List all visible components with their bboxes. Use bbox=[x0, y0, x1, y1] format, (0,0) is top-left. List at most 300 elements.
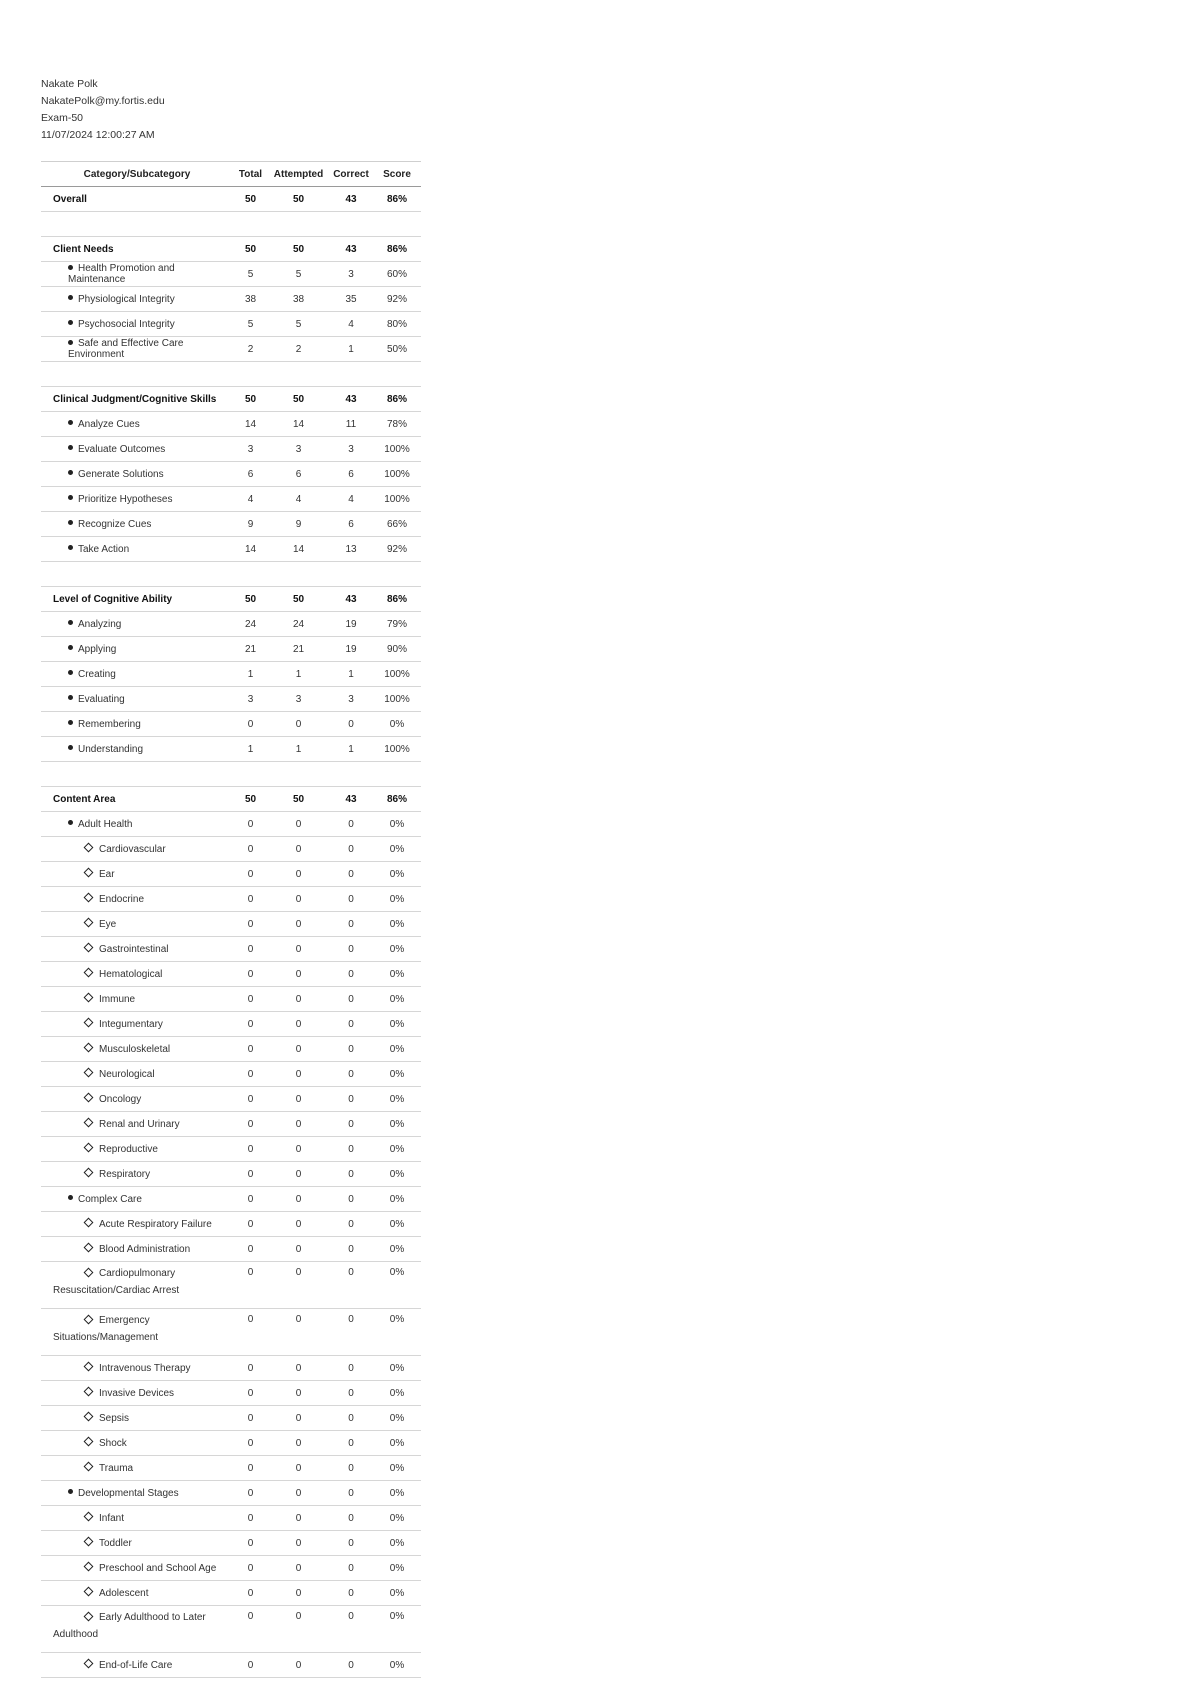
score-cell: 0% bbox=[373, 1356, 421, 1381]
row-label-text: Evaluate Outcomes bbox=[78, 443, 166, 455]
total-cell: 0 bbox=[233, 1456, 268, 1481]
diamond-bullet-icon bbox=[84, 1018, 94, 1028]
total-cell: 0 bbox=[233, 937, 268, 962]
attempted-cell: 50 bbox=[268, 787, 329, 812]
attempted-cell: 0 bbox=[268, 1037, 329, 1062]
total-cell: 0 bbox=[233, 1506, 268, 1531]
table-row bbox=[41, 937, 421, 962]
bullet-icon bbox=[68, 470, 73, 475]
correct-cell: 0 bbox=[329, 1162, 373, 1187]
row-label-text: Acute Respiratory Failure bbox=[99, 1218, 212, 1230]
bullet-icon bbox=[68, 320, 73, 325]
score-cell: 86% bbox=[373, 387, 421, 412]
total-cell: 0 bbox=[233, 1187, 268, 1212]
row-label bbox=[41, 462, 233, 487]
table-row bbox=[41, 612, 421, 637]
row-label-text: Oncology bbox=[99, 1093, 142, 1105]
correct-cell: 13 bbox=[329, 537, 373, 562]
row-label bbox=[41, 1237, 233, 1262]
table-row bbox=[41, 1606, 421, 1653]
table-row bbox=[41, 1137, 421, 1162]
attempted-cell: 50 bbox=[268, 237, 329, 262]
diamond-bullet-icon bbox=[84, 1218, 94, 1228]
attempted-cell: 9 bbox=[268, 512, 329, 537]
table-row bbox=[41, 1481, 421, 1506]
attempted-cell: 0 bbox=[268, 1653, 329, 1678]
score-cell: 0% bbox=[373, 1506, 421, 1531]
score-cell: 0% bbox=[373, 1237, 421, 1262]
correct-cell: 0 bbox=[329, 1381, 373, 1406]
row-label bbox=[41, 1606, 233, 1653]
total-cell: 5 bbox=[233, 312, 268, 337]
row-label-text: Recognize Cues bbox=[78, 518, 152, 530]
attempted-cell: 0 bbox=[268, 1481, 329, 1506]
total-cell: 6 bbox=[233, 462, 268, 487]
bullet-icon bbox=[68, 545, 73, 550]
row-label bbox=[41, 837, 233, 862]
total-cell: 5 bbox=[233, 262, 268, 287]
correct-cell: 0 bbox=[329, 1506, 373, 1531]
row-label-text: Eye bbox=[99, 918, 117, 930]
row-label-text: Intravenous Therapy bbox=[99, 1362, 191, 1374]
bullet-icon bbox=[68, 420, 73, 425]
table-row bbox=[41, 1062, 421, 1087]
total-cell: 0 bbox=[233, 1112, 268, 1137]
total-cell: 0 bbox=[233, 1162, 268, 1187]
correct-cell: 0 bbox=[329, 1606, 373, 1653]
correct-cell: 0 bbox=[329, 1112, 373, 1137]
total-cell: 0 bbox=[233, 1381, 268, 1406]
row-label bbox=[41, 1481, 233, 1506]
total-cell: 3 bbox=[233, 687, 268, 712]
table-row bbox=[41, 687, 421, 712]
diamond-bullet-icon bbox=[84, 1362, 94, 1372]
total-cell: 2 bbox=[233, 337, 268, 362]
score-cell: 0% bbox=[373, 937, 421, 962]
column-header-attempted: Attempted bbox=[268, 162, 329, 187]
score-cell: 0% bbox=[373, 912, 421, 937]
score-cell: 0% bbox=[373, 1212, 421, 1237]
total-cell: 50 bbox=[233, 187, 268, 212]
bullet-icon bbox=[68, 670, 73, 675]
score-cell: 100% bbox=[373, 662, 421, 687]
score-cell: 0% bbox=[373, 1556, 421, 1581]
attempted-cell: 0 bbox=[268, 1062, 329, 1087]
spacer-row bbox=[41, 762, 421, 787]
diamond-bullet-icon bbox=[84, 1243, 94, 1253]
bullet-icon bbox=[68, 520, 73, 525]
row-label bbox=[41, 637, 233, 662]
score-cell: 0% bbox=[373, 1112, 421, 1137]
score-cell: 79% bbox=[373, 612, 421, 637]
row-label-text-continued: Adulthood bbox=[53, 1629, 99, 1640]
score-cell: 92% bbox=[373, 537, 421, 562]
row-label bbox=[41, 737, 233, 762]
row-label bbox=[41, 187, 233, 212]
score-cell: 0% bbox=[373, 1456, 421, 1481]
correct-cell: 35 bbox=[329, 287, 373, 312]
row-label-text: Integumentary bbox=[99, 1018, 163, 1030]
diamond-bullet-icon bbox=[84, 993, 94, 1003]
attempted-cell: 0 bbox=[268, 712, 329, 737]
score-cell: 86% bbox=[373, 587, 421, 612]
column-header-total: Total bbox=[233, 162, 268, 187]
bullet-icon bbox=[68, 645, 73, 650]
attempted-cell: 38 bbox=[268, 287, 329, 312]
row-label-text: Clinical Judgment/Cognitive Skills bbox=[53, 393, 217, 405]
row-label-text: Developmental Stages bbox=[78, 1487, 179, 1499]
score-cell: 50% bbox=[373, 337, 421, 362]
attempted-cell: 6 bbox=[268, 462, 329, 487]
attempted-cell: 0 bbox=[268, 1356, 329, 1381]
exam-datetime: 11/07/2024 12:00:27 AM bbox=[41, 129, 155, 141]
total-cell: 0 bbox=[233, 1062, 268, 1087]
score-cell: 0% bbox=[373, 1012, 421, 1037]
table-row bbox=[41, 437, 421, 462]
diamond-bullet-icon bbox=[84, 1537, 94, 1547]
score-cell: 100% bbox=[373, 487, 421, 512]
attempted-cell: 21 bbox=[268, 637, 329, 662]
row-label-text: Safe and Effective Care Environment bbox=[68, 338, 184, 360]
total-cell: 50 bbox=[233, 387, 268, 412]
attempted-cell: 3 bbox=[268, 437, 329, 462]
attempted-cell: 0 bbox=[268, 1431, 329, 1456]
correct-cell: 0 bbox=[329, 1356, 373, 1381]
bullet-icon bbox=[68, 695, 73, 700]
row-label bbox=[41, 1653, 233, 1678]
row-label-text: Endocrine bbox=[99, 893, 145, 905]
score-cell: 0% bbox=[373, 1137, 421, 1162]
row-label bbox=[41, 387, 233, 412]
bullet-icon bbox=[68, 340, 73, 345]
score-cell: 0% bbox=[373, 1087, 421, 1112]
category-row bbox=[41, 587, 421, 612]
score-cell: 100% bbox=[373, 687, 421, 712]
attempted-cell: 1 bbox=[268, 662, 329, 687]
attempted-cell: 0 bbox=[268, 987, 329, 1012]
score-cell: 0% bbox=[373, 812, 421, 837]
correct-cell: 3 bbox=[329, 687, 373, 712]
correct-cell: 6 bbox=[329, 462, 373, 487]
row-label-text: Blood Administration bbox=[99, 1243, 191, 1255]
row-label-text: Infant bbox=[99, 1512, 125, 1524]
attempted-cell: 0 bbox=[268, 1112, 329, 1137]
total-cell: 24 bbox=[233, 612, 268, 637]
row-label-text: Health Promotion and Maintenance bbox=[68, 263, 175, 285]
row-label-text: Client Needs bbox=[53, 243, 114, 255]
category-row bbox=[41, 387, 421, 412]
diamond-bullet-icon bbox=[84, 1143, 94, 1153]
bullet-icon bbox=[68, 720, 73, 725]
bullet-icon bbox=[68, 295, 73, 300]
row-label-text: Sepsis bbox=[99, 1412, 130, 1424]
bullet-icon bbox=[68, 265, 73, 270]
table-row bbox=[41, 912, 421, 937]
row-label bbox=[41, 712, 233, 737]
table-header-row bbox=[41, 162, 421, 187]
row-label-text: Remembering bbox=[78, 718, 141, 730]
category-row bbox=[41, 187, 421, 212]
exam-name: Exam-50 bbox=[41, 112, 84, 124]
attempted-cell: 14 bbox=[268, 537, 329, 562]
row-label-text: Cardiopulmonary bbox=[99, 1268, 176, 1279]
total-cell: 0 bbox=[233, 1556, 268, 1581]
category-row bbox=[41, 787, 421, 812]
row-label bbox=[41, 812, 233, 837]
correct-cell: 43 bbox=[329, 187, 373, 212]
total-cell: 0 bbox=[233, 1481, 268, 1506]
attempted-cell: 4 bbox=[268, 487, 329, 512]
row-label-text: Ear bbox=[99, 868, 115, 880]
row-label bbox=[41, 1187, 233, 1212]
row-label bbox=[41, 1212, 233, 1237]
row-label-text: Toddler bbox=[99, 1537, 132, 1549]
correct-cell: 0 bbox=[329, 1456, 373, 1481]
diamond-bullet-icon bbox=[84, 1068, 94, 1078]
attempted-cell: 2 bbox=[268, 337, 329, 362]
score-cell: 0% bbox=[373, 1062, 421, 1087]
row-label bbox=[41, 537, 233, 562]
attempted-cell: 0 bbox=[268, 862, 329, 887]
correct-cell: 3 bbox=[329, 262, 373, 287]
attempted-cell: 0 bbox=[268, 1556, 329, 1581]
student-email: NakatePolk@my.fortis.edu bbox=[41, 95, 165, 107]
attempted-cell: 0 bbox=[268, 887, 329, 912]
row-label-text: Evaluating bbox=[78, 693, 125, 705]
row-label bbox=[41, 887, 233, 912]
diamond-bullet-icon bbox=[84, 1512, 94, 1522]
table-row bbox=[41, 312, 421, 337]
total-cell: 9 bbox=[233, 512, 268, 537]
row-label bbox=[41, 412, 233, 437]
diamond-bullet-icon bbox=[84, 1093, 94, 1103]
correct-cell: 1 bbox=[329, 662, 373, 687]
total-cell: 0 bbox=[233, 1087, 268, 1112]
score-cell: 0% bbox=[373, 987, 421, 1012]
table-row bbox=[41, 1212, 421, 1237]
row-label-text: Creating bbox=[78, 668, 116, 680]
table-row bbox=[41, 1112, 421, 1137]
total-cell: 0 bbox=[233, 1037, 268, 1062]
attempted-cell: 0 bbox=[268, 1506, 329, 1531]
row-label-text: Renal and Urinary bbox=[99, 1118, 180, 1130]
score-cell: 0% bbox=[373, 887, 421, 912]
table-row bbox=[41, 1406, 421, 1431]
diamond-bullet-icon bbox=[84, 1412, 94, 1422]
diamond-bullet-icon bbox=[84, 1118, 94, 1128]
row-label bbox=[41, 1531, 233, 1556]
total-cell: 0 bbox=[233, 837, 268, 862]
score-cell: 80% bbox=[373, 312, 421, 337]
table-row bbox=[41, 287, 421, 312]
row-label bbox=[41, 1087, 233, 1112]
row-label-text: Early Adulthood to Later bbox=[99, 1612, 206, 1623]
row-label bbox=[41, 1037, 233, 1062]
row-label bbox=[41, 337, 233, 362]
row-label-text: Understanding bbox=[78, 743, 144, 755]
row-label-text: Adult Health bbox=[78, 818, 133, 830]
table-row bbox=[41, 1012, 421, 1037]
total-cell: 0 bbox=[233, 912, 268, 937]
spacer-cell bbox=[41, 362, 421, 387]
row-label-text: Respiratory bbox=[99, 1168, 151, 1180]
score-cell: 0% bbox=[373, 1606, 421, 1653]
row-label bbox=[41, 687, 233, 712]
row-label bbox=[41, 987, 233, 1012]
correct-cell: 0 bbox=[329, 1062, 373, 1087]
diamond-bullet-icon bbox=[84, 1314, 94, 1324]
row-label bbox=[41, 512, 233, 537]
table-row bbox=[41, 462, 421, 487]
table-row bbox=[41, 1431, 421, 1456]
table-row bbox=[41, 887, 421, 912]
score-cell: 0% bbox=[373, 1037, 421, 1062]
row-label-text: Immune bbox=[99, 993, 136, 1005]
row-label-text: Gastrointestinal bbox=[99, 943, 169, 955]
total-cell: 0 bbox=[233, 812, 268, 837]
table-row bbox=[41, 1037, 421, 1062]
score-cell: 86% bbox=[373, 787, 421, 812]
score-cell: 0% bbox=[373, 962, 421, 987]
row-label-text: Applying bbox=[78, 643, 117, 655]
score-cell: 0% bbox=[373, 1581, 421, 1606]
correct-cell: 0 bbox=[329, 1237, 373, 1262]
diamond-bullet-icon bbox=[84, 943, 94, 953]
attempted-cell: 0 bbox=[268, 1212, 329, 1237]
table-row bbox=[41, 1087, 421, 1112]
attempted-cell: 50 bbox=[268, 587, 329, 612]
table-row bbox=[41, 737, 421, 762]
table-row bbox=[41, 1187, 421, 1212]
table-row bbox=[41, 1456, 421, 1481]
diamond-bullet-icon bbox=[84, 1462, 94, 1472]
attempted-cell: 24 bbox=[268, 612, 329, 637]
attempted-cell: 1 bbox=[268, 737, 329, 762]
score-cell: 78% bbox=[373, 412, 421, 437]
score-cell: 66% bbox=[373, 512, 421, 537]
correct-cell: 19 bbox=[329, 637, 373, 662]
attempted-cell: 14 bbox=[268, 412, 329, 437]
score-cell: 92% bbox=[373, 287, 421, 312]
row-label-text: Neurological bbox=[99, 1068, 155, 1080]
total-cell: 14 bbox=[233, 537, 268, 562]
diamond-bullet-icon bbox=[84, 918, 94, 928]
row-label bbox=[41, 937, 233, 962]
bullet-icon bbox=[68, 745, 73, 750]
table-row bbox=[41, 837, 421, 862]
row-label bbox=[41, 1381, 233, 1406]
attempted-cell: 0 bbox=[268, 1531, 329, 1556]
score-cell: 0% bbox=[373, 1431, 421, 1456]
correct-cell: 0 bbox=[329, 712, 373, 737]
total-cell: 50 bbox=[233, 587, 268, 612]
total-cell: 0 bbox=[233, 862, 268, 887]
total-cell: 0 bbox=[233, 1237, 268, 1262]
attempted-cell: 5 bbox=[268, 312, 329, 337]
table-row bbox=[41, 487, 421, 512]
row-label bbox=[41, 262, 233, 287]
row-label bbox=[41, 1162, 233, 1187]
row-label bbox=[41, 1137, 233, 1162]
row-label-text: Take Action bbox=[78, 543, 130, 555]
total-cell: 0 bbox=[233, 1262, 268, 1309]
score-cell: 0% bbox=[373, 1309, 421, 1356]
row-label bbox=[41, 1456, 233, 1481]
row-label-text: Trauma bbox=[99, 1462, 134, 1474]
row-label-text: Preschool and School Age bbox=[99, 1562, 217, 1574]
total-cell: 14 bbox=[233, 412, 268, 437]
spacer-row bbox=[41, 212, 421, 237]
correct-cell: 4 bbox=[329, 312, 373, 337]
total-cell: 0 bbox=[233, 1581, 268, 1606]
score-cell: 0% bbox=[373, 712, 421, 737]
attempted-cell: 0 bbox=[268, 962, 329, 987]
correct-cell: 43 bbox=[329, 587, 373, 612]
row-label-text: Generate Solutions bbox=[78, 468, 164, 480]
table-row bbox=[41, 862, 421, 887]
row-label-text: End-of-Life Care bbox=[99, 1659, 173, 1671]
correct-cell: 0 bbox=[329, 887, 373, 912]
correct-cell: 0 bbox=[329, 1187, 373, 1212]
row-label bbox=[41, 1406, 233, 1431]
total-cell: 0 bbox=[233, 962, 268, 987]
row-label bbox=[41, 1012, 233, 1037]
total-cell: 0 bbox=[233, 887, 268, 912]
correct-cell: 0 bbox=[329, 1481, 373, 1506]
row-label bbox=[41, 787, 233, 812]
spacer-cell bbox=[41, 562, 421, 587]
row-label bbox=[41, 962, 233, 987]
score-cell: 0% bbox=[373, 1406, 421, 1431]
row-label bbox=[41, 1356, 233, 1381]
correct-cell: 0 bbox=[329, 862, 373, 887]
row-label bbox=[41, 287, 233, 312]
correct-cell: 1 bbox=[329, 737, 373, 762]
score-cell: 100% bbox=[373, 462, 421, 487]
bullet-icon bbox=[68, 620, 73, 625]
attempted-cell: 0 bbox=[268, 1406, 329, 1431]
diamond-bullet-icon bbox=[84, 843, 94, 853]
total-cell: 0 bbox=[233, 1406, 268, 1431]
row-label bbox=[41, 612, 233, 637]
table-row bbox=[41, 987, 421, 1012]
row-label bbox=[41, 1309, 233, 1356]
spacer-cell bbox=[41, 212, 421, 237]
diamond-bullet-icon bbox=[84, 1562, 94, 1572]
total-cell: 0 bbox=[233, 1606, 268, 1653]
attempted-cell: 0 bbox=[268, 837, 329, 862]
attempted-cell: 0 bbox=[268, 812, 329, 837]
total-cell: 4 bbox=[233, 487, 268, 512]
row-label bbox=[41, 1581, 233, 1606]
correct-cell: 0 bbox=[329, 1309, 373, 1356]
diamond-bullet-icon bbox=[84, 1387, 94, 1397]
report-header bbox=[41, 76, 165, 144]
bullet-icon bbox=[68, 820, 73, 825]
correct-cell: 0 bbox=[329, 1556, 373, 1581]
row-label-text: Hematological bbox=[99, 968, 163, 980]
score-table bbox=[41, 161, 421, 1678]
row-label-text: Cardiovascular bbox=[99, 843, 166, 855]
row-label-text: Analyze Cues bbox=[78, 418, 140, 430]
table-row bbox=[41, 1581, 421, 1606]
row-label bbox=[41, 237, 233, 262]
attempted-cell: 0 bbox=[268, 1381, 329, 1406]
table-row bbox=[41, 1356, 421, 1381]
attempted-cell: 0 bbox=[268, 1012, 329, 1037]
table-row bbox=[41, 962, 421, 987]
table-row bbox=[41, 412, 421, 437]
